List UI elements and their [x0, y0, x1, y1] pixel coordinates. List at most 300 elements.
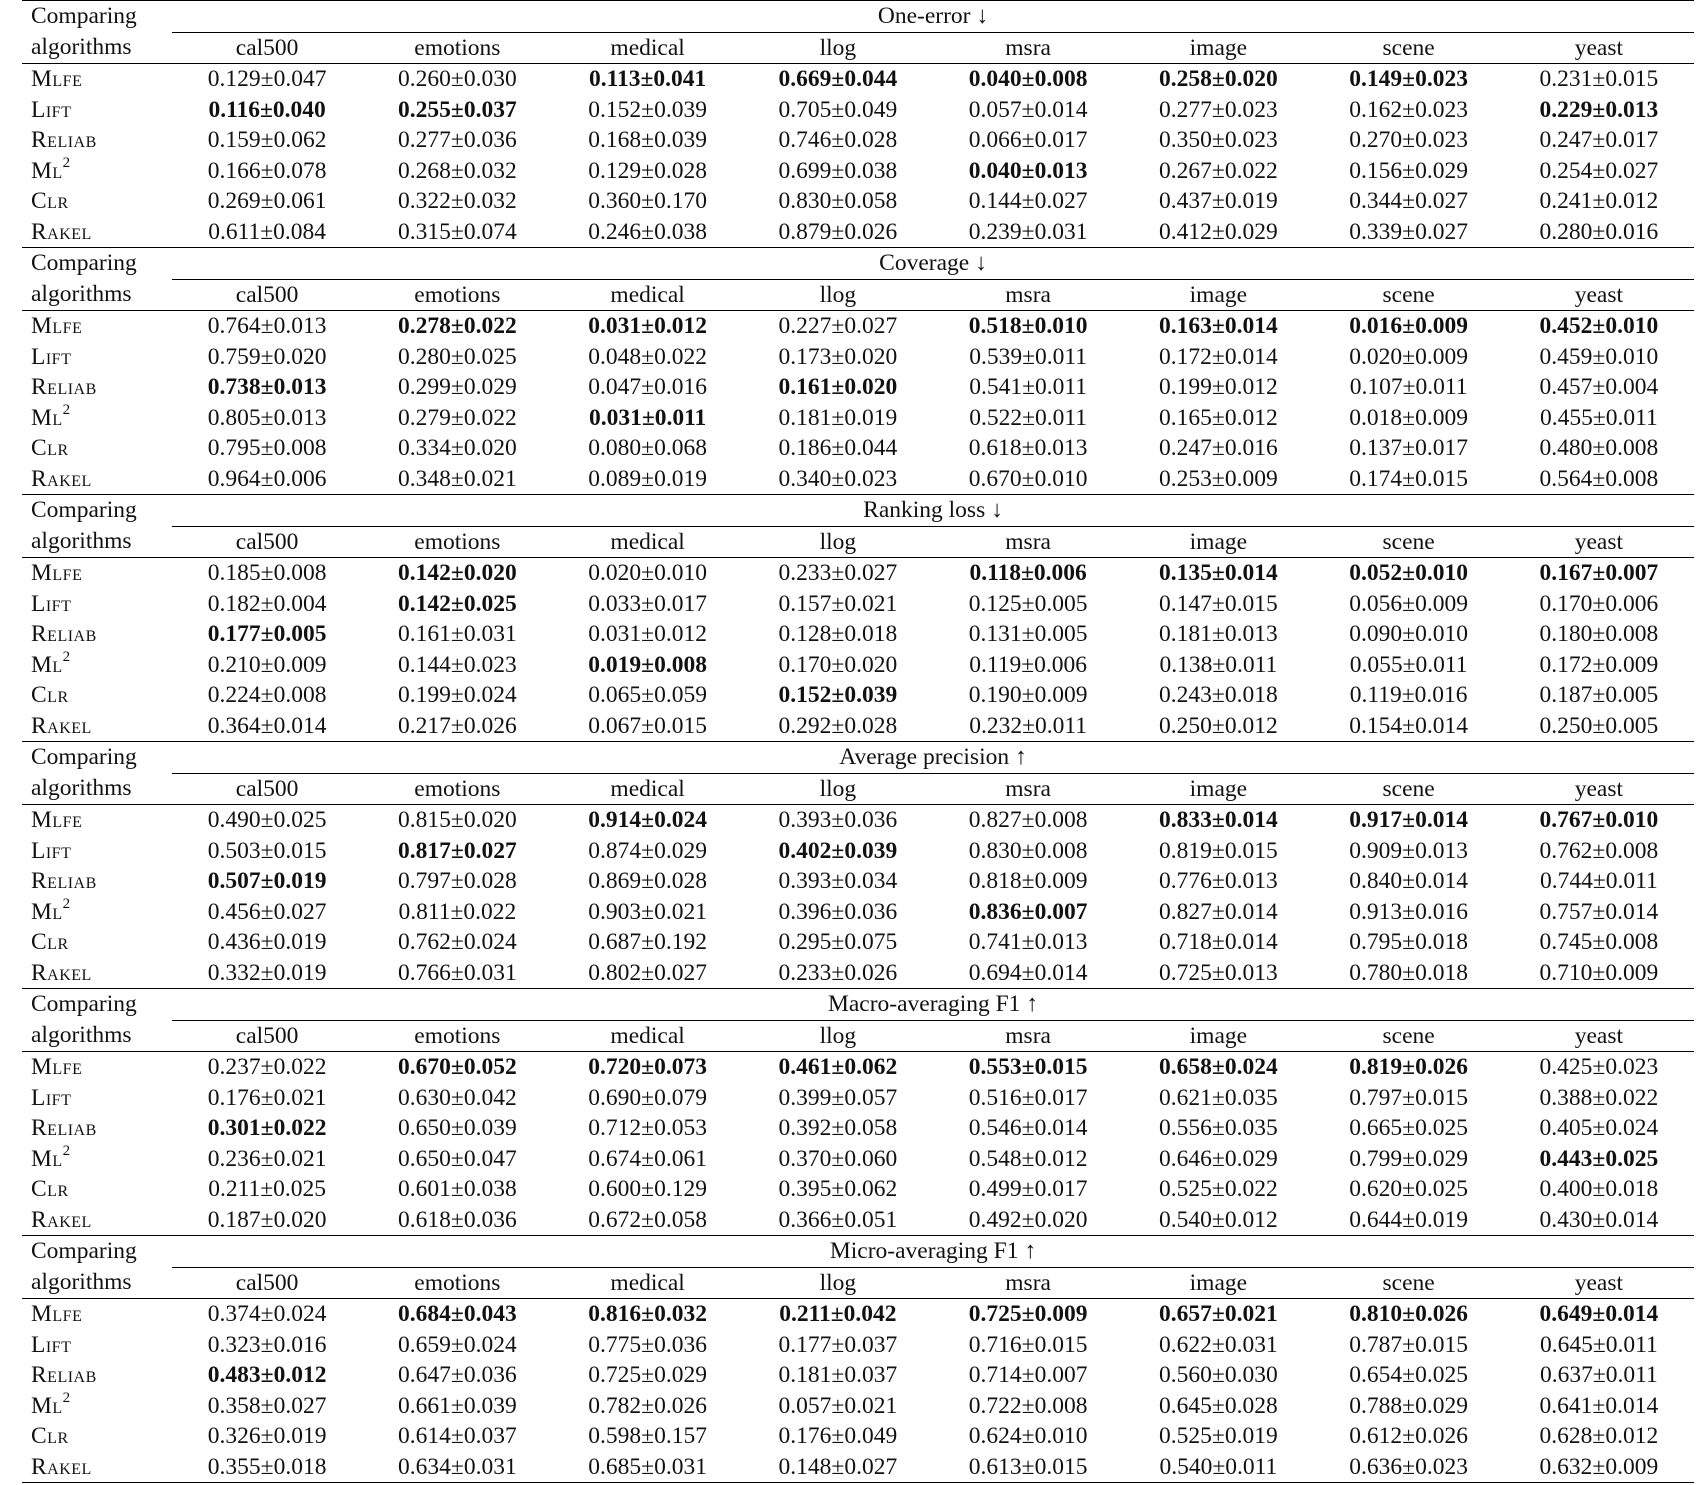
value-cell: 0.665±0.025: [1349, 1115, 1468, 1141]
value-cell: 0.393±0.034: [778, 868, 898, 894]
algorithm-name-cell: [22, 64, 172, 95]
value-cell: 0.456±0.027: [207, 898, 327, 925]
value-cell: 0.712±0.053: [588, 1115, 707, 1141]
value-cell: 0.560±0.030: [1159, 1362, 1278, 1388]
value-cell: 0.211±0.042: [779, 1301, 897, 1327]
value-cell: 0.057±0.021: [778, 1392, 898, 1419]
table-row: [22, 1113, 1694, 1144]
table-row: [22, 1205, 1694, 1236]
header-label-comparing: Comparing: [22, 989, 172, 1021]
algorithm-superscript: 2: [62, 1142, 71, 1159]
value-cell: 0.797±0.028: [398, 868, 517, 894]
value-cell: 0.669±0.044: [778, 66, 898, 92]
table-row: [22, 927, 1694, 958]
value-cell: 0.233±0.026: [778, 959, 898, 986]
metric-header-row: [22, 989, 1694, 1021]
algorithm-name: Mlfe: [31, 313, 83, 339]
table-row: [22, 372, 1694, 403]
value-cell: 0.326±0.019: [207, 1423, 327, 1449]
value-cell: 0.154±0.014: [1349, 712, 1468, 739]
value-cell: 0.135±0.014: [1159, 560, 1278, 586]
dataset-header-llog: llog: [743, 32, 933, 64]
dataset-header-yeast: yeast: [1504, 1267, 1694, 1299]
metric-header-row: [22, 495, 1694, 527]
algorithm-name-cell: [22, 1421, 172, 1452]
dataset-header-medical: medical: [553, 526, 743, 558]
algorithm-name: Reliab: [31, 1115, 97, 1141]
value-cell: 0.279±0.022: [398, 404, 517, 431]
value-cell: 0.396±0.036: [778, 898, 898, 925]
value-cell: 0.400±0.018: [1539, 1176, 1659, 1202]
value-cell: 0.762±0.024: [398, 929, 517, 955]
value-cell: 0.722±0.008: [968, 1392, 1088, 1419]
value-cell: 0.172±0.014: [1159, 343, 1278, 370]
value-cell: 0.744±0.011: [1539, 868, 1658, 894]
dataset-header-image: image: [1123, 773, 1313, 805]
algorithm-name-cell: [22, 650, 172, 681]
value-cell: 0.186±0.044: [778, 435, 898, 461]
results-table: [22, 0, 1694, 1483]
value-cell: 0.180±0.008: [1539, 621, 1659, 647]
value-cell: 0.455±0.011: [1539, 404, 1658, 431]
value-cell: 0.917±0.014: [1349, 807, 1468, 833]
value-cell: 0.181±0.037: [778, 1362, 898, 1388]
value-cell: 0.292±0.028: [778, 712, 898, 739]
value-cell: 0.457±0.004: [1539, 374, 1659, 400]
value-cell: 0.065±0.059: [588, 682, 707, 708]
value-cell: 0.914±0.024: [588, 807, 707, 833]
value-cell: 0.138±0.011: [1159, 651, 1278, 678]
dataset-header-row: [22, 32, 1694, 64]
algorithm-name-cell: [22, 805, 172, 836]
value-cell: 0.137±0.017: [1349, 435, 1468, 461]
value-cell: 0.280±0.025: [398, 343, 517, 370]
value-cell: 0.177±0.037: [778, 1331, 898, 1358]
algorithm-name: Rakel: [31, 959, 92, 986]
value-cell: 0.149±0.023: [1349, 66, 1468, 92]
header-label-comparing: Comparing: [22, 1, 172, 33]
value-cell: 0.694±0.014: [968, 959, 1088, 986]
value-cell: 0.645±0.028: [1159, 1392, 1278, 1419]
value-cell: 0.190±0.009: [968, 682, 1088, 708]
value-cell: 0.799±0.029: [1349, 1145, 1468, 1172]
value-cell: 0.118±0.006: [969, 560, 1087, 586]
value-cell: 0.795±0.008: [207, 435, 327, 461]
value-cell: 0.600±0.129: [588, 1176, 707, 1202]
value-cell: 0.598±0.157: [588, 1423, 707, 1449]
algorithm-name-cell: [22, 1113, 172, 1144]
value-cell: 0.654±0.025: [1349, 1362, 1468, 1388]
table-row: [22, 95, 1694, 126]
value-cell: 0.247±0.017: [1539, 127, 1659, 153]
value-cell: 0.649±0.014: [1539, 1301, 1659, 1327]
value-cell: 0.776±0.013: [1159, 868, 1278, 894]
value-cell: 0.067±0.015: [588, 712, 707, 739]
algorithm-name: Lift: [31, 590, 72, 617]
dataset-header-row: [22, 279, 1694, 311]
dataset-header-llog: llog: [743, 279, 933, 311]
value-cell: 0.040±0.008: [968, 66, 1088, 92]
value-cell: 0.131±0.005: [968, 621, 1088, 647]
value-cell: 0.802±0.027: [588, 959, 707, 986]
value-cell: 0.173±0.020: [778, 343, 898, 370]
dataset-header-scene: scene: [1314, 32, 1504, 64]
table-row: [22, 680, 1694, 711]
dataset-header-llog: llog: [743, 1267, 933, 1299]
value-cell: 0.280±0.016: [1539, 218, 1659, 245]
dataset-header-cal500: cal500: [172, 773, 362, 805]
algorithm-name-cell: [22, 1052, 172, 1083]
algorithm-name-cell: [22, 372, 172, 403]
metric-title: Average precision ↑: [172, 742, 1694, 774]
algorithm-superscript: 2: [62, 895, 71, 912]
dataset-header-msra: msra: [933, 526, 1123, 558]
value-cell: 0.548±0.012: [968, 1145, 1088, 1172]
algorithm-name-cell: [22, 464, 172, 495]
value-cell: 0.277±0.023: [1159, 96, 1278, 123]
table-row: [22, 1052, 1694, 1083]
algorithm-name: Clr: [31, 682, 69, 708]
value-cell: 0.499±0.017: [968, 1176, 1088, 1202]
table-row: [22, 1421, 1694, 1452]
value-cell: 0.670±0.010: [968, 465, 1088, 492]
value-cell: 0.811±0.022: [398, 898, 517, 925]
algorithm-name-cell: [22, 1360, 172, 1391]
value-cell: 0.830±0.008: [968, 837, 1088, 864]
value-cell: 0.564±0.008: [1539, 465, 1659, 492]
value-cell: 0.630±0.042: [398, 1084, 517, 1111]
value-cell: 0.295±0.075: [778, 929, 898, 955]
metric-header-row: [22, 1236, 1694, 1268]
value-cell: 0.148±0.027: [743, 1452, 933, 1483]
value-cell: 0.759±0.020: [207, 343, 327, 370]
table-row: [22, 433, 1694, 464]
value-cell: 0.611±0.084: [208, 218, 327, 245]
value-cell: 0.650±0.039: [398, 1115, 517, 1141]
dataset-header-image: image: [1123, 279, 1313, 311]
value-cell: 0.819±0.015: [1159, 837, 1278, 864]
value-cell: 0.334±0.020: [398, 435, 517, 461]
algorithm-name: Rakel: [31, 1453, 92, 1480]
value-cell: 0.725±0.029: [588, 1362, 707, 1388]
value-cell: 0.767±0.010: [1539, 807, 1659, 833]
algorithm-name: Ml: [31, 651, 63, 678]
table-row: [22, 156, 1694, 187]
value-cell: 0.618±0.013: [968, 435, 1088, 461]
value-cell: 0.725±0.009: [968, 1301, 1088, 1327]
value-cell: 0.815±0.020: [398, 807, 517, 833]
dataset-header-yeast: yeast: [1504, 773, 1694, 805]
value-cell: 0.185±0.008: [207, 560, 327, 586]
table-row: [22, 217, 1694, 248]
algorithm-name: Ml: [31, 1392, 63, 1419]
value-cell: 0.766±0.031: [398, 959, 517, 986]
header-label-comparing: Comparing: [22, 742, 172, 774]
dataset-header-row: [22, 773, 1694, 805]
algorithm-name-cell: [22, 217, 172, 248]
value-cell: 0.165±0.012: [1159, 404, 1278, 431]
value-cell: 0.089±0.019: [588, 465, 707, 492]
algorithm-name-cell: [22, 619, 172, 650]
value-cell: 0.057±0.014: [968, 96, 1088, 123]
dataset-header-llog: llog: [743, 1020, 933, 1052]
value-cell: 0.628±0.012: [1539, 1423, 1659, 1449]
header-label-algorithms: algorithms: [22, 1267, 172, 1299]
value-cell: 0.047±0.016: [588, 374, 707, 400]
value-cell: 0.716±0.015: [968, 1331, 1088, 1358]
value-cell: 0.830±0.058: [778, 188, 898, 214]
value-cell: 0.055±0.011: [1349, 651, 1468, 678]
algorithm-name-cell: [22, 1391, 172, 1422]
algorithm-name: Reliab: [31, 1362, 97, 1388]
value-cell: 0.670±0.052: [398, 1054, 517, 1080]
value-cell: 0.632±0.009: [1504, 1452, 1694, 1483]
value-cell: 0.874±0.029: [588, 837, 707, 864]
value-cell: 0.033±0.017: [588, 590, 707, 617]
value-cell: 0.546±0.014: [968, 1115, 1088, 1141]
value-cell: 0.788±0.029: [1349, 1392, 1468, 1419]
table-row: [22, 1299, 1694, 1330]
value-cell: 0.250±0.012: [1159, 712, 1278, 739]
value-cell: 0.374±0.024: [207, 1301, 327, 1327]
value-cell: 0.199±0.024: [398, 682, 517, 708]
value-cell: 0.634±0.031: [362, 1452, 552, 1483]
value-cell: 0.833±0.014: [1159, 807, 1278, 833]
table-row: [22, 589, 1694, 620]
value-cell: 0.161±0.020: [778, 374, 898, 400]
table-row: [22, 711, 1694, 742]
algorithm-name-cell: [22, 836, 172, 867]
algorithm-name: Mlfe: [31, 1054, 83, 1080]
metric-title: Micro-averaging F1 ↑: [172, 1236, 1694, 1268]
value-cell: 0.518±0.010: [968, 313, 1088, 339]
value-cell: 0.659±0.024: [398, 1331, 517, 1358]
value-cell: 0.443±0.025: [1539, 1145, 1659, 1172]
value-cell: 0.231±0.015: [1539, 66, 1659, 92]
value-cell: 0.181±0.019: [778, 404, 898, 431]
value-cell: 0.247±0.016: [1159, 435, 1278, 461]
value-cell: 0.775±0.036: [588, 1331, 707, 1358]
value-cell: 0.388±0.022: [1539, 1084, 1659, 1111]
value-cell: 0.645±0.011: [1539, 1331, 1658, 1358]
value-cell: 0.618±0.036: [398, 1206, 517, 1233]
value-cell: 0.322±0.032: [398, 188, 517, 214]
dataset-header-scene: scene: [1314, 1267, 1504, 1299]
value-cell: 0.644±0.019: [1349, 1206, 1468, 1233]
value-cell: 0.269±0.061: [207, 188, 327, 214]
algorithm-name-cell: [22, 1299, 172, 1330]
value-cell: 0.364±0.014: [207, 712, 327, 739]
value-cell: 0.210±0.009: [207, 651, 327, 678]
value-cell: 0.641±0.014: [1539, 1392, 1659, 1419]
algorithm-name-cell: [22, 897, 172, 928]
value-cell: 0.125±0.005: [968, 590, 1088, 617]
dataset-header-llog: llog: [743, 526, 933, 558]
value-cell: 0.869±0.028: [588, 868, 707, 894]
value-cell: 0.116±0.040: [208, 96, 326, 123]
value-cell: 0.031±0.012: [588, 313, 707, 339]
value-cell: 0.323±0.016: [207, 1331, 327, 1358]
value-cell: 0.672±0.058: [588, 1206, 707, 1233]
table-row: [22, 1144, 1694, 1175]
table-row: [22, 650, 1694, 681]
value-cell: 0.181±0.013: [1159, 621, 1278, 647]
value-cell: 0.764±0.013: [207, 313, 327, 339]
dataset-header-msra: msra: [933, 1020, 1123, 1052]
dataset-header-emotions: emotions: [362, 1020, 552, 1052]
value-cell: 0.718±0.014: [1159, 929, 1278, 955]
value-cell: 0.144±0.023: [398, 651, 517, 678]
header-label-comparing: Comparing: [22, 1236, 172, 1268]
value-cell: 0.540±0.011: [1123, 1452, 1313, 1483]
value-cell: 0.174±0.015: [1349, 465, 1468, 492]
value-cell: 0.176±0.049: [778, 1423, 898, 1449]
algorithm-name-cell: [22, 589, 172, 620]
value-cell: 0.705±0.049: [778, 96, 898, 123]
dataset-header-emotions: emotions: [362, 279, 552, 311]
value-cell: 0.166±0.078: [207, 157, 327, 184]
table-row: [22, 1360, 1694, 1391]
value-cell: 0.277±0.036: [398, 127, 517, 153]
value-cell: 0.836±0.007: [968, 898, 1088, 925]
algorithm-name: Ml: [31, 404, 63, 431]
algorithm-name: Clr: [31, 435, 69, 461]
value-cell: 0.066±0.017: [968, 127, 1088, 153]
value-cell: 0.657±0.021: [1159, 1301, 1278, 1327]
table-row: [22, 342, 1694, 373]
value-cell: 0.819±0.026: [1349, 1054, 1468, 1080]
algorithm-name: Clr: [31, 1176, 69, 1202]
dataset-header-yeast: yeast: [1504, 279, 1694, 311]
value-cell: 0.393±0.036: [778, 807, 898, 833]
dataset-header-row: [22, 526, 1694, 558]
value-cell: 0.187±0.020: [207, 1206, 327, 1233]
algorithm-name: Rakel: [31, 712, 92, 739]
table-row: [22, 866, 1694, 897]
metric-title: One-error ↓: [172, 1, 1694, 33]
value-cell: 0.224±0.008: [207, 682, 327, 708]
algorithm-name: Mlfe: [31, 1301, 83, 1327]
value-cell: 0.964±0.006: [207, 465, 327, 492]
value-cell: 0.243±0.018: [1159, 682, 1278, 708]
metric-header-row: [22, 1, 1694, 33]
algorithm-name: Rakel: [31, 465, 92, 492]
value-cell: 0.452±0.010: [1539, 313, 1659, 339]
value-cell: 0.425±0.023: [1539, 1054, 1659, 1080]
value-cell: 0.480±0.008: [1539, 435, 1659, 461]
algorithm-name: Lift: [31, 1331, 72, 1358]
value-cell: 0.129±0.028: [588, 157, 707, 184]
value-cell: 0.018±0.009: [1349, 404, 1468, 431]
table-row: [22, 1330, 1694, 1361]
value-cell: 0.817±0.027: [398, 837, 517, 864]
value-cell: 0.142±0.025: [398, 590, 517, 617]
value-cell: 0.152±0.039: [588, 96, 707, 123]
value-cell: 0.714±0.007: [968, 1362, 1088, 1388]
dataset-header-scene: scene: [1314, 1020, 1504, 1052]
value-cell: 0.258±0.020: [1159, 66, 1278, 92]
algorithm-superscript: 2: [62, 401, 71, 418]
algorithm-name-cell: [22, 311, 172, 342]
value-cell: 0.710±0.009: [1539, 959, 1659, 986]
value-cell: 0.909±0.013: [1349, 837, 1468, 864]
dataset-header-msra: msra: [933, 773, 1123, 805]
header-label-algorithms: algorithms: [22, 1020, 172, 1052]
dataset-header-scene: scene: [1314, 279, 1504, 311]
value-cell: 0.685±0.031: [553, 1452, 743, 1483]
dataset-header-cal500: cal500: [172, 1020, 362, 1052]
value-cell: 0.430±0.014: [1539, 1206, 1659, 1233]
value-cell: 0.687±0.192: [588, 929, 707, 955]
header-label-algorithms: algorithms: [22, 32, 172, 64]
value-cell: 0.268±0.032: [398, 157, 517, 184]
value-cell: 0.516±0.017: [968, 1084, 1088, 1111]
value-cell: 0.254±0.027: [1539, 157, 1659, 184]
algorithm-superscript: 2: [62, 154, 71, 171]
value-cell: 0.540±0.012: [1159, 1206, 1278, 1233]
value-cell: 0.647±0.036: [398, 1362, 517, 1388]
header-label-algorithms: algorithms: [22, 526, 172, 558]
value-cell: 0.461±0.062: [778, 1054, 898, 1080]
value-cell: 0.797±0.015: [1349, 1084, 1468, 1111]
value-cell: 0.315±0.074: [398, 218, 517, 245]
value-cell: 0.720±0.073: [588, 1054, 707, 1080]
value-cell: 0.745±0.008: [1539, 929, 1659, 955]
dataset-header-msra: msra: [933, 279, 1123, 311]
algorithm-name: Reliab: [31, 621, 97, 647]
value-cell: 0.360±0.170: [588, 188, 707, 214]
value-cell: 0.738±0.013: [207, 374, 327, 400]
table-row: [22, 464, 1694, 495]
metric-title: Coverage ↓: [172, 248, 1694, 280]
value-cell: 0.031±0.011: [588, 404, 707, 431]
algorithm-name-cell: [22, 1174, 172, 1205]
value-cell: 0.237±0.022: [207, 1054, 327, 1080]
value-cell: 0.620±0.025: [1349, 1176, 1468, 1202]
dataset-header-cal500: cal500: [172, 32, 362, 64]
value-cell: 0.167±0.007: [1539, 560, 1659, 586]
value-cell: 0.227±0.027: [778, 313, 898, 339]
header-label-algorithms: algorithms: [22, 773, 172, 805]
value-cell: 0.525±0.022: [1159, 1176, 1278, 1202]
table-row: [22, 64, 1694, 95]
dataset-header-yeast: yeast: [1504, 526, 1694, 558]
value-cell: 0.211±0.025: [208, 1176, 327, 1202]
value-cell: 0.624±0.010: [968, 1423, 1088, 1449]
value-cell: 0.048±0.022: [588, 343, 707, 370]
value-cell: 0.405±0.024: [1539, 1115, 1659, 1141]
value-cell: 0.339±0.027: [1349, 218, 1468, 245]
table-row: [22, 186, 1694, 217]
value-cell: 0.163±0.014: [1159, 313, 1278, 339]
value-cell: 0.816±0.032: [588, 1301, 707, 1327]
algorithm-name-cell: [22, 1330, 172, 1361]
value-cell: 0.684±0.043: [398, 1301, 517, 1327]
dataset-header-medical: medical: [553, 279, 743, 311]
dataset-header-cal500: cal500: [172, 526, 362, 558]
value-cell: 0.503±0.015: [207, 837, 327, 864]
algorithm-name-cell: [22, 342, 172, 373]
value-cell: 0.636±0.023: [1314, 1452, 1504, 1483]
dataset-header-cal500: cal500: [172, 1267, 362, 1299]
value-cell: 0.402±0.039: [778, 837, 898, 864]
value-cell: 0.370±0.060: [778, 1145, 898, 1172]
value-cell: 0.016±0.009: [1349, 313, 1468, 339]
value-cell: 0.541±0.011: [969, 374, 1088, 400]
value-cell: 0.267±0.022: [1159, 157, 1278, 184]
algorithm-name: Reliab: [31, 868, 97, 894]
value-cell: 0.805±0.013: [207, 404, 327, 431]
